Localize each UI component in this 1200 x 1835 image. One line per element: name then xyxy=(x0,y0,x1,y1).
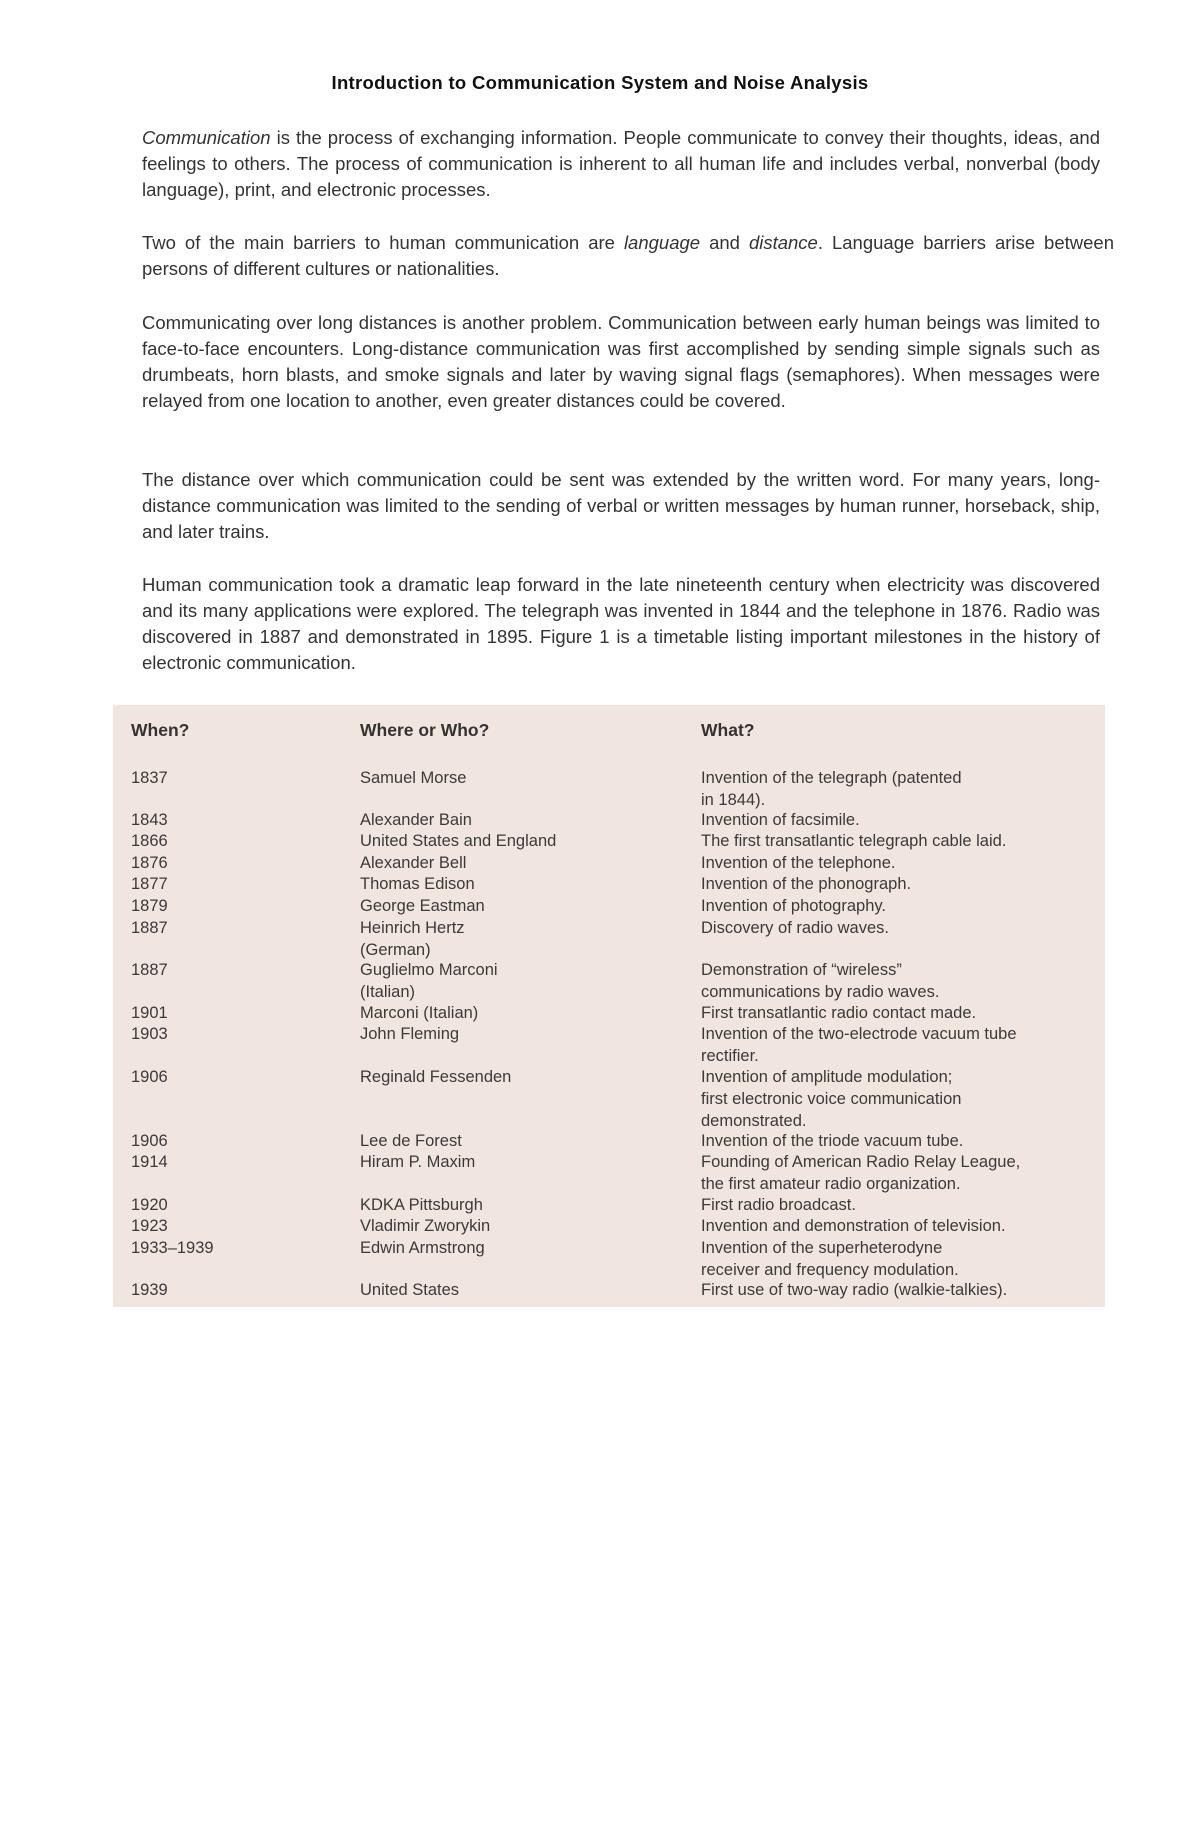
cell-when: 1906 xyxy=(131,1132,168,1150)
cell-who: George Eastman xyxy=(360,897,485,915)
paragraph-text: and xyxy=(700,232,749,253)
cell-what: Invention of the triode vacuum tube. xyxy=(701,1132,964,1150)
cell-who: United States xyxy=(360,1281,460,1299)
milestones-table xyxy=(113,705,1105,1307)
cell-who: Samuel Morse xyxy=(360,769,467,787)
cell-when: 1877 xyxy=(131,875,168,893)
cell-who: Lee de Forest xyxy=(360,1132,462,1150)
cell-who: Edwin Armstrong xyxy=(360,1239,485,1257)
cell-who: Reginald Fessenden xyxy=(360,1068,512,1086)
cell-who: Thomas Edison xyxy=(360,875,475,893)
cell-what: First transatlantic radio contact made. xyxy=(701,1004,977,1022)
cell-who: Alexander Bell xyxy=(360,854,467,872)
cell-who: John Fleming xyxy=(360,1025,460,1043)
cell-when: 1866 xyxy=(131,832,168,850)
cell-who: Alexander Bain xyxy=(360,811,472,829)
cell-when: 1923 xyxy=(131,1217,168,1235)
cell-when: 1920 xyxy=(131,1196,168,1214)
cell-when: 1876 xyxy=(131,854,168,872)
cell-when: 1887 xyxy=(131,919,168,937)
cell-what: Invention of photography. xyxy=(701,897,886,915)
paragraph-text: . Language barriers arise between persons of different cultures or nationalities. xyxy=(142,232,1115,279)
column-header-what: What? xyxy=(701,720,755,740)
cell-when: 1901 xyxy=(131,1004,168,1022)
cell-when: 1939 xyxy=(131,1281,168,1299)
paragraph-long-distance: Communicating over long distances is another problem. Communication between early human beings was limited to face-to-face encounters. Long-distance communication was first accomplished by sending simple signals such as drumbeats, horn blasts, and smoke signals and later by waving signal flags (semaphores). When messages were relayed from one location to another, even greater distances could be covered. xyxy=(142,312,1100,411)
document-title: Introduction to Communication System and Noise Analysis xyxy=(331,72,869,93)
paragraph-text: is the process of exchanging information. People communicate to convey their thoughts, ideas, and feelings to others. The process of communication is inherent to all human life and includes verbal, nonverbal (body language), print, and electronic processes. xyxy=(142,127,1100,200)
cell-when: 1933–1939 xyxy=(131,1239,214,1257)
cell-what: Invention of the two-electrode vacuum tube rectifier. xyxy=(701,1025,1017,1065)
cell-who: Vladimir Zworykin xyxy=(360,1217,491,1235)
cell-what: Discovery of radio waves. xyxy=(701,919,889,937)
paragraph-electricity: Human communication took a dramatic leap forward in the late nineteenth century when electricity was discovered and its many applications were explored. The telegraph was invented in 1844 and the telephone in 1876. Radio was discovered in 1887 and demonstrated in 1895. Figure 1 is a timetable listing important milestones in the history of electronic communication. xyxy=(142,574,1100,673)
cell-what: Invention of the phonograph. xyxy=(701,875,912,893)
cell-when: 1887 xyxy=(131,961,168,979)
cell-what: First use of two-way radio (walkie-talkies). xyxy=(701,1281,1008,1299)
column-header-when: When? xyxy=(131,720,190,740)
column-header-who: Where or Who? xyxy=(360,720,490,740)
cell-what: Invention of the superheterodyne receiver and frequency modulation. xyxy=(701,1239,959,1279)
cell-what: Invention of the telephone. xyxy=(701,854,896,872)
cell-when: 1914 xyxy=(131,1153,168,1171)
cell-what: Invention of facsimile. xyxy=(701,811,860,829)
cell-what: First radio broadcast. xyxy=(701,1196,856,1214)
term-language: language xyxy=(623,232,701,253)
cell-what: Invention and demonstration of television. xyxy=(701,1217,1006,1235)
paragraph-barriers xyxy=(142,230,1114,282)
cell-who: KDKA Pittsburgh xyxy=(360,1196,483,1214)
cell-when: 1903 xyxy=(131,1025,168,1043)
cell-who: Heinrich Hertz (German) xyxy=(360,919,465,959)
cell-what: The first transatlantic telegraph cable laid. xyxy=(701,832,1007,850)
cell-what: Invention of amplitude modulation; first electronic voice communication demonstrated. xyxy=(701,1068,962,1130)
cell-what: Invention of the telegraph (patented in 1844). xyxy=(701,769,962,809)
cell-when: 1843 xyxy=(131,811,168,829)
paragraph-communication-definition xyxy=(142,125,1100,203)
cell-when: 1906 xyxy=(131,1068,168,1086)
cell-who: United States and England xyxy=(360,832,557,850)
cell-when: 1879 xyxy=(131,897,168,915)
cell-who: Guglielmo Marconi (Italian) xyxy=(360,961,498,1001)
paragraph-written-word: The distance over which communication could be sent was extended by the written word. For many years, long-distance communication was limited to the sending of verbal or written messages by human runner, horseback, ship, and later trains. xyxy=(142,469,1100,542)
cell-what: Founding of American Radio Relay League, the first amateur radio organization. xyxy=(701,1153,1021,1193)
cell-what: Demonstration of “wireless” communications by radio waves. xyxy=(701,961,940,1001)
term-distance: distance xyxy=(748,232,818,253)
cell-who: Hiram P. Maxim xyxy=(360,1153,476,1171)
cell-who: Marconi (Italian) xyxy=(360,1004,479,1022)
cell-when: 1837 xyxy=(131,769,168,787)
paragraph-text: Two of the main barriers to human communication are xyxy=(142,232,624,253)
term-communication: Communication xyxy=(142,127,271,148)
